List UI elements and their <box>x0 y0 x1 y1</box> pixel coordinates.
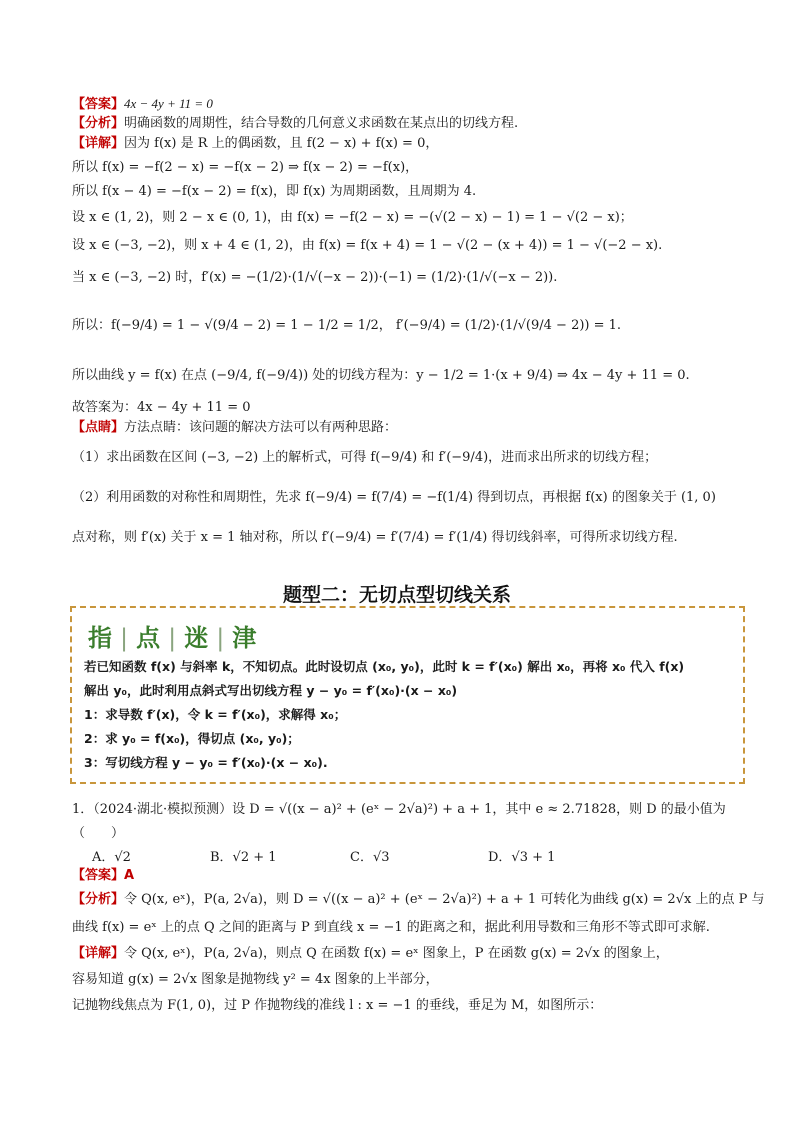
hint-line <box>72 418 397 438</box>
hint-line: 点对称，则 f′(x) 关于 x = 1 轴对称，所以 f′(−9/4) = f′(7/4) = f′(1/4) 得切线斜率，可得所求切线方程. <box>72 530 678 545</box>
tip-box <box>70 606 745 784</box>
tip-line: 解出 y₀，此时利用点斜式写出切线方程 y − y₀ = f′(x₀)·(x − x₀) <box>84 683 458 698</box>
answer-text: 4x − 4y + 11 = 0 <box>124 96 213 111</box>
answer-tag: 【答案】 <box>72 97 125 112</box>
problem-analysis-line: 曲线 f(x) = eˣ 上的点 Q 之间的距离与 P 到直线 x = −1 的距离之和，据此利用导数和三角形不等式即可求解. <box>72 920 710 935</box>
hint-tag: 【点睛】 <box>72 420 125 435</box>
problem-analysis-text: 令 Q(x, eˣ)，P(a, 2√a)，则 D = √((x − a)² + (eˣ − 2√a)²) + a + 1 可转化为曲线 g(x) = 2√x 上的点 P 与 <box>124 892 765 907</box>
analysis-line <box>72 114 518 134</box>
choice-b: B．√2 + 1 <box>210 850 277 865</box>
problem-detail-line: 容易知道 g(x) = 2√x 图象是抛物线 y² = 4x 图象的上半部分， <box>72 972 439 987</box>
problem-analysis-line <box>72 890 764 910</box>
choice-a: A．√2 <box>92 850 131 865</box>
problem-detail-text: 令 Q(x, eˣ)，P(a, 2√a)，则点 Q 在函数 f(x) = eˣ 图象上，P 在函数 g(x) = 2√x 的图象上， <box>124 946 669 961</box>
problem-detail-tag: 【详解】 <box>72 946 125 961</box>
detail-text: 因为 f(x) 是 R 上的偶函数，且 f(2 − x) + f(x) = 0， <box>124 136 439 151</box>
section-title: 题型二：无切点型切线关系 <box>282 584 511 606</box>
detail-line <box>72 134 438 154</box>
problem-blank: （ ） <box>72 826 125 841</box>
tip-line: 若已知函数 f(x) 与斜率 k，不知切点。此时设切点 (x₀, y₀)，此时 k = f′(x₀) 解出 x₀，再将 x₀ 代入 f(x) <box>84 659 685 674</box>
problem-answer-line <box>72 866 134 886</box>
detail-line: 所以：f(−9/4) = 1 − √(9/4 − 2) = 1 − 1/2 = 1/2， f′(−9/4) = (1/2)·(1/√(9/4 − 2)) = 1. <box>72 318 622 333</box>
detail-line: 所以曲线 y = f(x) 在点 (−9/4, f(−9/4)) 处的切线方程为：y − 1/2 = 1·(x + 9/4) ⇒ 4x − 4y + 11 = 0. <box>72 368 690 383</box>
detail-line: 所以 f(x) = −f(2 − x) = −f(x − 2) ⇒ f(x − 2) = −f(x)， <box>72 160 419 175</box>
problem-analysis-tag: 【分析】 <box>72 892 125 907</box>
tip-line: 2：求 y₀ = f(x₀)，得切点 (x₀, y₀)； <box>84 731 300 746</box>
hint-intro: 方法点睛：该问题的解决方法可以有两种思路： <box>124 420 398 435</box>
problem-detail-line: 记抛物线焦点为 F(1, 0)，过 P 作抛物线的准线 l : x = −1 的垂线，垂足为 M，如图所示： <box>72 998 603 1013</box>
detail-line: 所以 f(x − 4) = −f(x − 2) = f(x)，即 f(x) 为周期函数，且周期为 4. <box>72 184 477 199</box>
detail-line: 设 x ∈ (−3, −2)，则 x + 4 ∈ (1, 2)，由 f(x) = f(x + 4) = 1 − √(2 − (x + 4)) = 1 − √(−2 − x). <box>72 238 663 253</box>
problem-answer: A <box>124 868 135 883</box>
tip-header-char: 点 <box>136 624 163 652</box>
answer-line <box>72 94 213 115</box>
choice-c: C．√3 <box>350 850 390 865</box>
analysis-tag: 【分析】 <box>72 116 125 131</box>
tip-line: 1：求导数 f′(x)，令 k = f′(x₀)，求解得 x₀； <box>84 707 347 722</box>
detail-line: 故答案为：4x − 4y + 11 = 0 <box>72 400 251 415</box>
problem-stem: 1．（2024·湖北·模拟预测）设 D = √((x − a)² + (eˣ − 2√a)²) + a + 1，其中 e ≈ 2.71828，则 D 的最小值为 <box>72 802 726 817</box>
tip-header-char: 迷 <box>184 624 211 652</box>
detail-line: 设 x ∈ (1, 2)，则 2 − x ∈ (0, 1)，由 f(x) = −f(2 − x) = −(√(2 − x) − 1) = 1 − √(2 − x)； <box>72 210 633 225</box>
problem-answer-tag: 【答案】 <box>72 868 125 883</box>
tip-header: 指 | 点 | 迷 | 津 <box>88 624 259 652</box>
hint-line: （2）利用函数的对称性和周期性，先求 f(−9/4) = f(7/4) = −f(1/4) 得到切点，再根据 f(x) 的图象关于 (1, 0) <box>72 490 716 505</box>
detail-tag: 【详解】 <box>72 136 125 151</box>
tip-line: 3：写切线方程 y − y₀ = f′(x₀)·(x − x₀). <box>84 755 328 770</box>
detail-line: 当 x ∈ (−3, −2) 时，f′(x) = −(1/2)·(1/√(−x − 2))·(−1) = (1/2)·(1/√(−x − 2)). <box>72 270 558 285</box>
problem-detail-line <box>72 944 669 964</box>
analysis-text: 明确函数的周期性，结合导数的几何意义求函数在某点出的切线方程. <box>124 116 519 131</box>
tip-header-char: 指 <box>88 624 114 652</box>
choice-d: D．√3 + 1 <box>488 850 556 865</box>
tip-header-char: 津 <box>232 624 259 652</box>
hint-line: （1）求出函数在区间 (−3, −2) 上的解析式，可得 f(−9/4) 和 f′(−9/4)，进而求出所求的切线方程； <box>72 450 658 465</box>
